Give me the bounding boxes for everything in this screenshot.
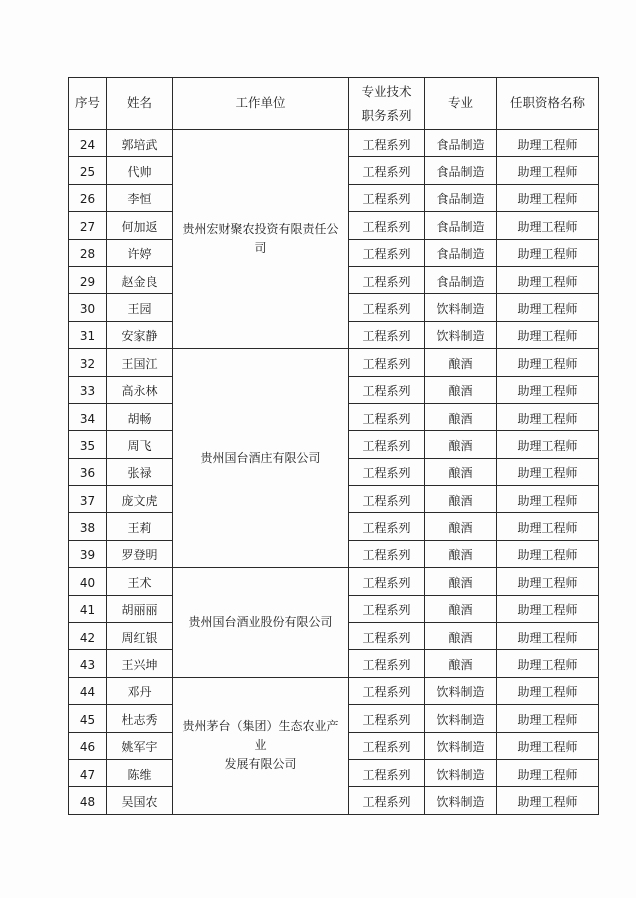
job-series: 工程系列 [349, 403, 425, 430]
job-series: 工程系列 [349, 650, 425, 677]
person-name: 胡丽丽 [107, 595, 173, 622]
job-series: 工程系列 [349, 623, 425, 650]
specialty: 酿酒 [425, 349, 497, 376]
qualification-title: 助理工程师 [497, 486, 599, 513]
person-name: 王术 [107, 568, 173, 595]
specialty: 酿酒 [425, 540, 497, 567]
work-unit [173, 349, 349, 568]
qualification-title: 助理工程师 [497, 403, 599, 430]
row-number: 41 [69, 595, 107, 622]
job-series: 工程系列 [349, 157, 425, 184]
row-number: 32 [69, 349, 107, 376]
row-number: 30 [69, 294, 107, 321]
job-series: 工程系列 [349, 513, 425, 540]
job-series: 工程系列 [349, 677, 425, 704]
job-series: 工程系列 [349, 705, 425, 732]
job-series: 工程系列 [349, 568, 425, 595]
qualification-title: 助理工程师 [497, 458, 599, 485]
qualification-title: 助理工程师 [497, 321, 599, 348]
specialty: 酿酒 [425, 623, 497, 650]
specialty: 酿酒 [425, 376, 497, 403]
job-series: 工程系列 [349, 376, 425, 403]
person-name: 张禄 [107, 458, 173, 485]
specialty: 饮料制造 [425, 321, 497, 348]
header-unit: 工作单位 [173, 78, 349, 130]
qualification-title: 助理工程师 [497, 239, 599, 266]
job-series: 工程系列 [349, 130, 425, 157]
specialty: 饮料制造 [425, 787, 497, 814]
specialty: 饮料制造 [425, 294, 497, 321]
person-name: 郭培武 [107, 130, 173, 157]
person-name: 王莉 [107, 513, 173, 540]
job-series: 工程系列 [349, 321, 425, 348]
job-series: 工程系列 [349, 349, 425, 376]
row-number: 27 [69, 212, 107, 239]
person-name: 周飞 [107, 431, 173, 458]
qualification-title: 助理工程师 [497, 513, 599, 540]
job-series: 工程系列 [349, 266, 425, 293]
qualification-title: 助理工程师 [497, 623, 599, 650]
qualification-title: 助理工程师 [497, 157, 599, 184]
row-number: 38 [69, 513, 107, 540]
qualification-title: 助理工程师 [497, 568, 599, 595]
job-series: 工程系列 [349, 184, 425, 211]
person-name: 周红银 [107, 623, 173, 650]
work-unit-line: 贵州茅台（集团）生态农业产业 [182, 719, 339, 753]
qualification-title: 助理工程师 [497, 349, 599, 376]
specialty: 食品制造 [425, 266, 497, 293]
specialty: 食品制造 [425, 157, 497, 184]
row-number: 24 [69, 130, 107, 157]
specialty: 食品制造 [425, 212, 497, 239]
person-name: 代帅 [107, 157, 173, 184]
work-unit-line: 贵州宏财聚农投资有限责任公司 [182, 221, 339, 256]
row-number: 39 [69, 540, 107, 567]
person-name: 王园 [107, 294, 173, 321]
person-name: 陈维 [107, 759, 173, 786]
qualification-title: 助理工程师 [497, 212, 599, 239]
header-title: 任职资格名称 [497, 78, 599, 130]
header-name: 姓名 [107, 78, 173, 130]
qualification-title: 助理工程师 [497, 650, 599, 677]
qualification-table [68, 77, 599, 815]
job-series: 工程系列 [349, 458, 425, 485]
person-name: 王兴坤 [107, 650, 173, 677]
row-number: 47 [69, 759, 107, 786]
job-series: 工程系列 [349, 486, 425, 513]
person-name: 胡畅 [107, 403, 173, 430]
header-series-line1: 专业技术 [361, 83, 412, 99]
person-name: 杜志秀 [107, 705, 173, 732]
qualification-title: 助理工程师 [497, 294, 599, 321]
specialty: 食品制造 [425, 184, 497, 211]
qualification-title: 助理工程师 [497, 705, 599, 732]
work-unit [173, 130, 349, 349]
table-row [69, 677, 599, 704]
header-series-line2: 职务系列 [361, 107, 412, 123]
header-row [69, 78, 599, 130]
qualification-title: 助理工程师 [497, 540, 599, 567]
row-number: 45 [69, 705, 107, 732]
person-name: 邓丹 [107, 677, 173, 704]
job-series: 工程系列 [349, 239, 425, 266]
table-body [69, 130, 599, 815]
person-name: 何加返 [107, 212, 173, 239]
row-number: 46 [69, 732, 107, 759]
job-series: 工程系列 [349, 759, 425, 786]
qualification-title: 助理工程师 [497, 677, 599, 704]
person-name: 罗登明 [107, 540, 173, 567]
row-number: 36 [69, 458, 107, 485]
specialty: 酿酒 [425, 431, 497, 458]
header-series [349, 78, 425, 130]
job-series: 工程系列 [349, 595, 425, 622]
row-number: 37 [69, 486, 107, 513]
qualification-title: 助理工程师 [497, 130, 599, 157]
specialty: 饮料制造 [425, 759, 497, 786]
table-row [69, 568, 599, 595]
header-no: 序号 [69, 78, 107, 130]
person-name: 高永林 [107, 376, 173, 403]
specialty: 饮料制造 [425, 732, 497, 759]
table-row [69, 130, 599, 157]
job-series: 工程系列 [349, 540, 425, 567]
person-name: 王国江 [107, 349, 173, 376]
person-name: 赵金良 [107, 266, 173, 293]
person-name: 姚军宇 [107, 732, 173, 759]
header-major: 专业 [425, 78, 497, 130]
work-unit-line: 贵州国台酒庄有限公司 [200, 450, 321, 465]
row-number: 34 [69, 403, 107, 430]
row-number: 44 [69, 677, 107, 704]
row-number: 31 [69, 321, 107, 348]
row-number: 43 [69, 650, 107, 677]
qualification-title: 助理工程师 [497, 595, 599, 622]
table-header [69, 78, 599, 130]
row-number: 26 [69, 184, 107, 211]
row-number: 29 [69, 266, 107, 293]
qualification-title: 助理工程师 [497, 759, 599, 786]
row-number: 40 [69, 568, 107, 595]
work-unit-line: 发展有限公司 [224, 757, 297, 772]
work-unit-line: 贵州国台酒业股份有限公司 [188, 614, 333, 629]
row-number: 48 [69, 787, 107, 814]
row-number: 42 [69, 623, 107, 650]
specialty: 酿酒 [425, 403, 497, 430]
qualification-title: 助理工程师 [497, 266, 599, 293]
specialty: 饮料制造 [425, 677, 497, 704]
job-series: 工程系列 [349, 294, 425, 321]
job-series: 工程系列 [349, 212, 425, 239]
job-series: 工程系列 [349, 732, 425, 759]
person-name: 许婷 [107, 239, 173, 266]
specialty: 饮料制造 [425, 705, 497, 732]
specialty: 酿酒 [425, 458, 497, 485]
specialty: 酿酒 [425, 568, 497, 595]
specialty: 食品制造 [425, 239, 497, 266]
row-number: 25 [69, 157, 107, 184]
row-number: 33 [69, 376, 107, 403]
job-series: 工程系列 [349, 431, 425, 458]
specialty: 酿酒 [425, 595, 497, 622]
table-row [69, 349, 599, 376]
specialty: 酿酒 [425, 650, 497, 677]
qualification-title: 助理工程师 [497, 184, 599, 211]
person-name: 李恒 [107, 184, 173, 211]
job-series: 工程系列 [349, 787, 425, 814]
specialty: 食品制造 [425, 130, 497, 157]
qualification-title: 助理工程师 [497, 376, 599, 403]
qualification-title: 助理工程师 [497, 787, 599, 814]
work-unit [173, 568, 349, 678]
person-name: 吴国农 [107, 787, 173, 814]
qualification-title: 助理工程师 [497, 732, 599, 759]
specialty: 酿酒 [425, 513, 497, 540]
qualification-title: 助理工程师 [497, 431, 599, 458]
specialty: 酿酒 [425, 486, 497, 513]
row-number: 35 [69, 431, 107, 458]
row-number: 28 [69, 239, 107, 266]
person-name: 庞文虎 [107, 486, 173, 513]
work-unit [173, 677, 349, 814]
person-name: 安家静 [107, 321, 173, 348]
